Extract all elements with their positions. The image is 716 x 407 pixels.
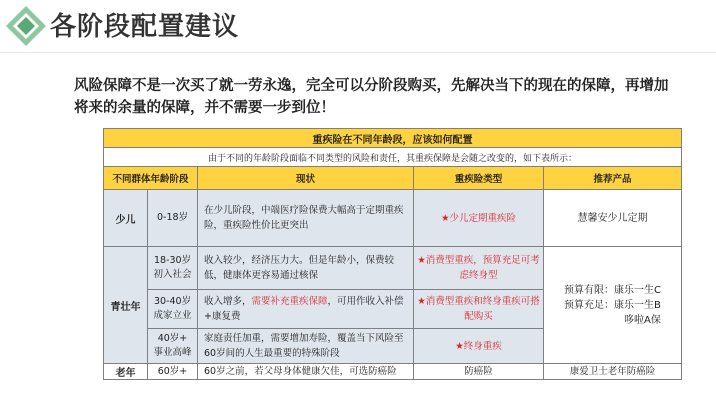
age-cell-old: 60岁+	[148, 364, 198, 380]
situation-cell-child: 在少儿阶段，中端医疗险保费大幅高于定期重疾险，重疾险性价比更突出	[198, 190, 414, 247]
type-cell-youth-1: ★消费型重疾，预算充足可考虑终身型	[414, 247, 544, 290]
product-line-1: 预算有限：康乐一生C	[564, 284, 662, 296]
table-row-child	[104, 190, 682, 247]
situation-highlight: 需要补充重疾保障	[251, 296, 328, 307]
product-cell-old: 康爱卫士老年防癌险	[544, 364, 682, 380]
table-header-row	[104, 167, 682, 190]
age-range-youth-1: 18-30岁	[153, 255, 192, 266]
age-range-youth-2: 30-40岁	[153, 296, 192, 307]
header-situation: 现状	[198, 167, 414, 190]
age-cell-youth-3	[148, 329, 198, 364]
age-stage-youth-1: 初入社会	[153, 269, 192, 280]
product-line-3: 哆啦A保	[624, 314, 661, 326]
situation-part-a: 收入增多，	[204, 296, 252, 307]
situation-cell-youth-1: 收入较少，经济压力大。但是年龄小，保费较低，健康体更容易通过核保	[198, 247, 414, 290]
product-cell-child: 慧馨安少儿定期	[544, 190, 682, 247]
table-note-row	[104, 148, 682, 167]
product-cell-youth	[544, 247, 682, 364]
age-stage-youth-2: 成家立业	[153, 310, 192, 321]
product-line-2: 预算充足：康乐一生B	[564, 299, 661, 311]
table-row-old	[104, 364, 682, 380]
age-range-youth-3: 40岁+	[157, 333, 188, 344]
type-cell-youth-3: ★终身重疾	[414, 329, 544, 364]
age-stage-youth-3: 事业高峰	[153, 347, 192, 358]
situation-cell-youth-3: 家庭责任加重，需要增加寿险，覆盖当下风险至60岁间的人生最重要的特殊阶段	[198, 329, 414, 364]
age-cell-youth-2	[148, 290, 198, 329]
intro-text: 风险保障不是一次买了就一劳永逸，完全可以分阶段购买，先解决当下的现在的保障，再增加将来的余量的保障，并不需要一步到位！	[74, 78, 669, 116]
diamond-logo-icon	[4, 4, 48, 48]
table-note: 由于不同的年龄阶段面临不同类型的风险和责任，其重疾保障是会随之改变的，如下表所示：	[104, 148, 682, 167]
page-title: 各阶段配置建议	[50, 12, 240, 42]
table-title-row	[104, 129, 682, 148]
age-cell-child: 0-18岁	[148, 190, 198, 247]
product-list-youth	[564, 283, 661, 328]
table-row-youth-1	[104, 247, 682, 290]
type-cell-youth-2: ★消费型重疾和终身重疾可搭配购买	[414, 290, 544, 329]
group-cell-youth: 青壮年	[104, 247, 148, 364]
table-title: 重疾险在不同年龄段，应该如何配置	[104, 129, 682, 148]
type-cell-old: 防癌险	[414, 364, 544, 380]
header-bar	[0, 0, 716, 52]
situation-part-c: ，可用作收入补偿+康复费	[204, 296, 404, 322]
type-cell-child: ★少儿定期重疾险	[414, 190, 544, 247]
group-cell-child: 少儿	[104, 190, 148, 247]
header-divider	[0, 52, 716, 53]
situation-cell-old: 60岁之前，若父母身体健康欠佳，可选防癌险	[198, 364, 414, 380]
header-insurance-type: 重疾险类型	[414, 167, 544, 190]
group-cell-old: 老年	[104, 364, 148, 380]
insurance-table	[103, 128, 682, 380]
situation-cell-youth-2	[198, 290, 414, 329]
age-cell-youth-1	[148, 247, 198, 290]
header-age-group: 不同群体年龄阶段	[104, 167, 198, 190]
header-recommended-product: 推荐产品	[544, 167, 682, 190]
config-table	[103, 128, 681, 380]
